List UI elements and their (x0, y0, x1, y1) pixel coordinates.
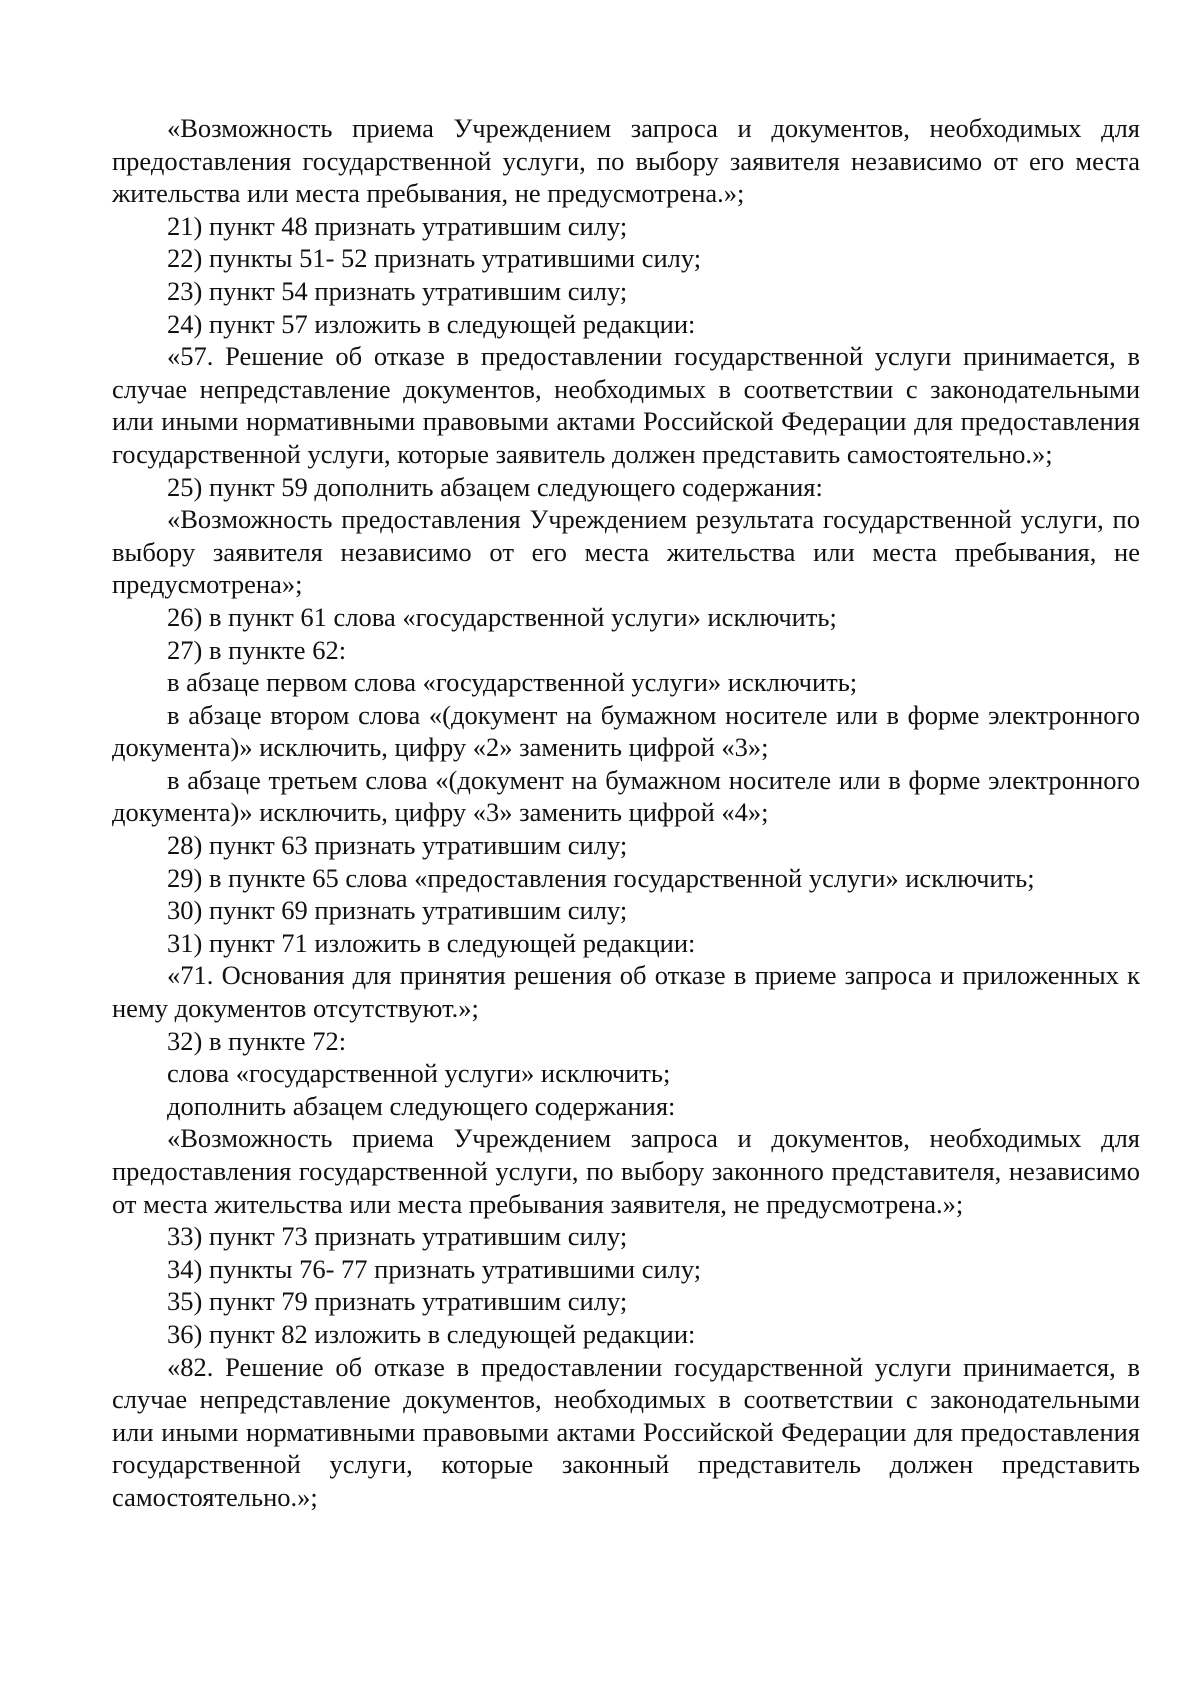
paragraph: в абзаце третьем слова «(документ на бумажном носителе или в форме электронного документа)» исключить, цифру «3» заменить цифрой «4»; (112, 764, 1140, 828)
paragraph: «71. Основания для принятия решения об отказе в приеме запроса и приложенных к нему документов отсутствуют.»; (112, 960, 1140, 1024)
list-item: 21) пункт 48 признать утратившим силу; (167, 210, 628, 241)
list-item: 28) пункт 63 признать утратившим силу; (167, 830, 628, 861)
list-item: 32) в пункте 72: (167, 1025, 347, 1056)
list-item: 24) пункт 57 изложить в следующей редакции: (167, 308, 696, 339)
paragraph: «Возможность предоставления Учреждением результата государственной услуги, по выбору заявителя независимо от его места жительства или места пребывания, не предусмотрена»; (112, 504, 1140, 600)
list-item: 35) пункт 79 признать утратившим силу; (167, 1286, 628, 1317)
list-item: 34) пункты 76- 77 признать утратившими силу; (167, 1253, 702, 1284)
paragraph: «Возможность приема Учреждением запроса и документов, необходимых для предоставления государственной услуги, по выбору законного представителя, независимо от места жительства или места пребывания заявителя, не предусмотрена.»; (112, 1123, 1140, 1219)
list-item: 23) пункт 54 признать утратившим силу; (167, 275, 628, 306)
list-item: 29) в пункте 65 слова «предоставления государственной услуги» исключить; (167, 862, 1035, 893)
list-item: 36) пункт 82 изложить в следующей редакции: (167, 1318, 696, 1349)
paragraph: слова «государственной услуги» исключить; (167, 1058, 671, 1089)
list-item: 26) в пункт 61 слова «государственной услуги» исключить; (167, 601, 837, 632)
list-item: 25) пункт 59 дополнить абзацем следующего содержания: (167, 471, 823, 502)
list-item: 22) пункты 51- 52 признать утратившими силу; (167, 243, 702, 274)
paragraph: дополнить абзацем следующего содержания: (167, 1090, 676, 1121)
list-item: 30) пункт 69 признать утратившим силу; (167, 895, 628, 926)
paragraph: «57. Решение об отказе в предоставлении государственной услуги принимается, в случае непредставление документов, необходимых в соответствии с законодательными или иными нормативными правовыми актами Российской Федерации для предоставления государственной услуги, которые заявитель должен представить самостоятельно.»; (112, 341, 1140, 469)
list-item: 33) пункт 73 признать утратившим силу; (167, 1221, 628, 1252)
paragraph: «82. Решение об отказе в предоставлении государственной услуги принимается, в случае непредставление документов, необходимых в соответствии с законодательными или иными нормативными правовыми актами Российской Федерации для предоставления государственной услуги, которые законный представитель должен представить самостоятельно.»; (112, 1351, 1140, 1512)
list-item: 31) пункт 71 изложить в следующей редакции: (167, 927, 696, 958)
paragraph: в абзаце первом слова «государственной услуги» исключить; (167, 667, 858, 698)
list-item: 27) в пункте 62: (167, 634, 347, 665)
document-page (112, 112, 1140, 1514)
paragraph: «Возможность приема Учреждением запроса и документов, необходимых для предоставления государственной услуги, по выбору заявителя независимо от его места жительства или места пребывания, не предусмотрена.»; (112, 113, 1140, 209)
paragraph: в абзаце втором слова «(документ на бумажном носителе или в форме электронного документа)» исключить, цифру «2» заменить цифрой «3»; (112, 699, 1140, 763)
